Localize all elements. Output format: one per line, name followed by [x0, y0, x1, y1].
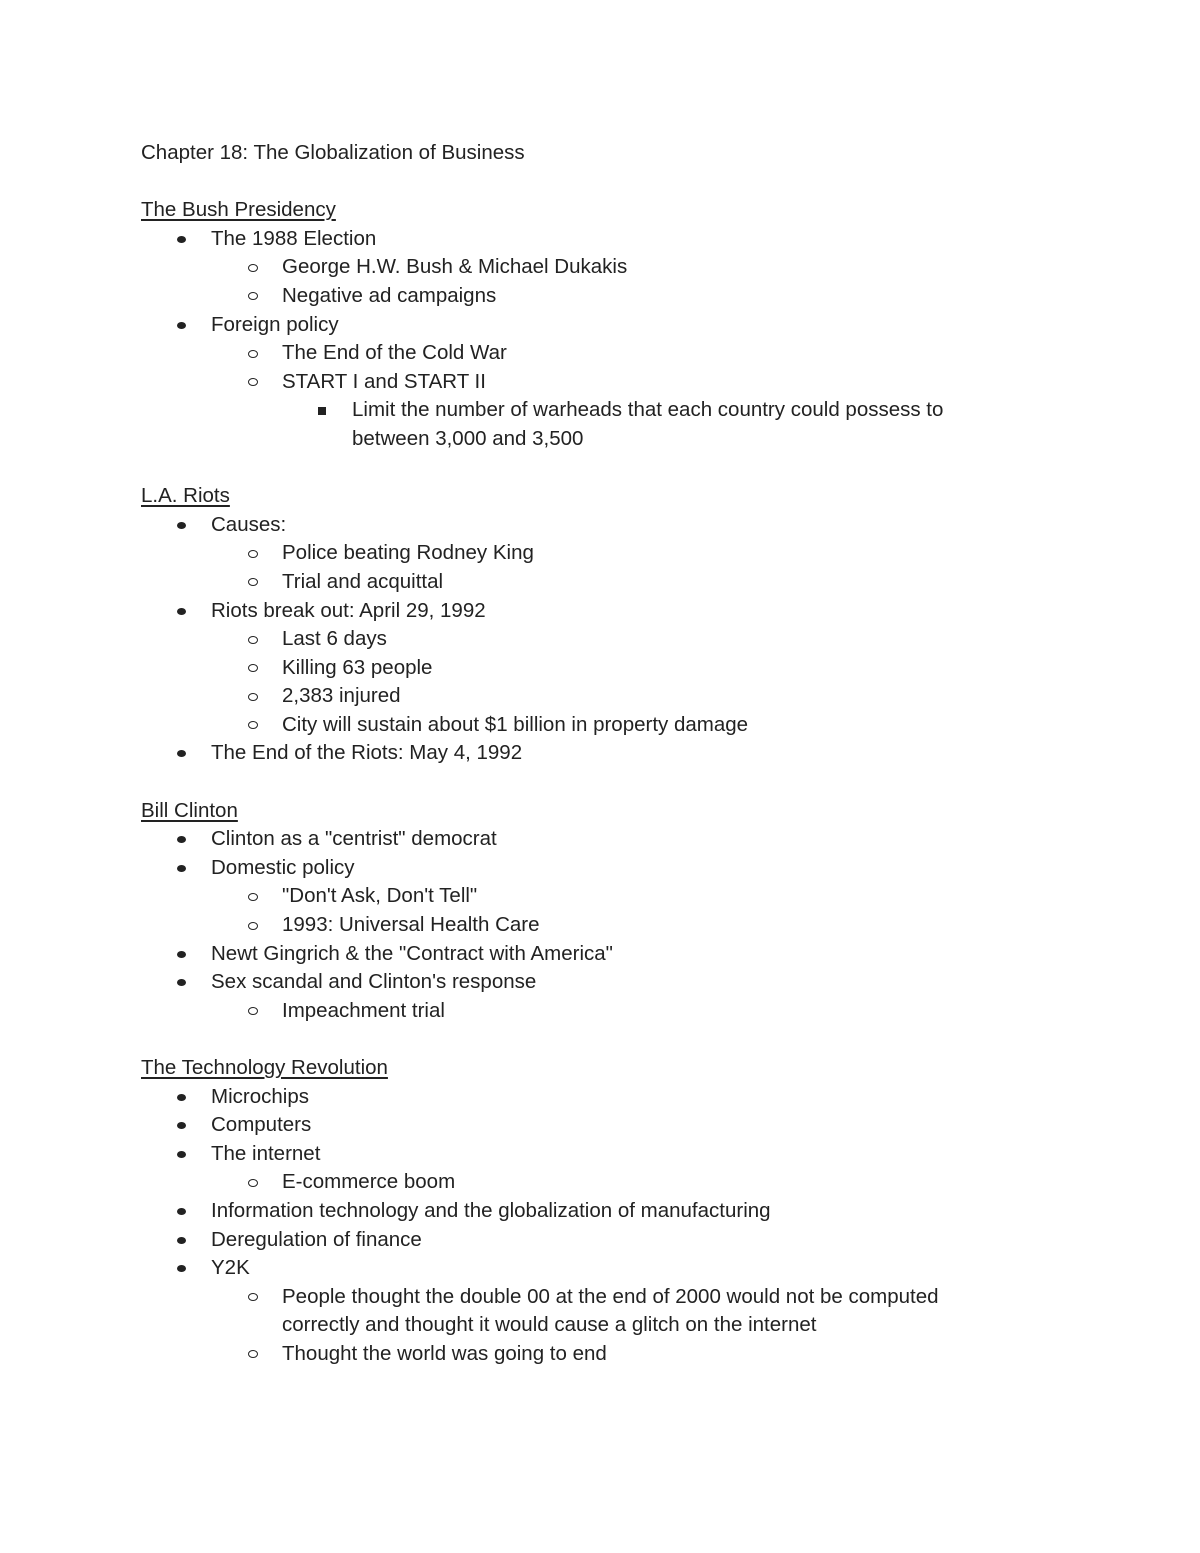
- page-title: Chapter 18: The Globalization of Business: [141, 141, 525, 164]
- bullet-circle-icon: [248, 550, 258, 558]
- section-la-riots: [141, 482, 1041, 768]
- bullet-dot-icon: [177, 236, 186, 243]
- list-item: E-commerce boom: [141, 1168, 1041, 1197]
- list-item: START I and START II: [141, 368, 1041, 397]
- bullet-circle-icon: [248, 1007, 258, 1015]
- bullet-dot-icon: [177, 836, 186, 843]
- bullet-dot-icon: [177, 1237, 186, 1244]
- bullet-dot-icon: [177, 865, 186, 872]
- bullet-circle-icon: [248, 350, 258, 358]
- list-item: Trial and acquittal: [141, 568, 1041, 597]
- section-heading: L.A. Riots: [141, 484, 230, 508]
- list-item: The End of the Cold War: [141, 339, 1041, 368]
- list-item: Microchips: [141, 1083, 1041, 1112]
- list-item: The End of the Riots: May 4, 1992: [141, 739, 1041, 768]
- list-item: Y2K: [141, 1254, 1041, 1283]
- list-item: Last 6 days: [141, 625, 1041, 654]
- bullet-dot-icon: [177, 1094, 186, 1101]
- list-item: Causes:: [141, 511, 1041, 540]
- section-heading: The Bush Presidency: [141, 198, 336, 222]
- bullet-circle-icon: [248, 378, 258, 386]
- bullet-dot-icon: [177, 322, 186, 329]
- list-item: 1993: Universal Health Care: [141, 911, 1041, 940]
- bullet-dot-icon: [177, 1151, 186, 1158]
- section-bill-clinton: [141, 797, 1041, 1026]
- bullet-dot-icon: [177, 1208, 186, 1215]
- list-item: Domestic policy: [141, 854, 1041, 883]
- bullet-circle-icon: [248, 636, 258, 644]
- list-item: Impeachment trial: [141, 997, 1041, 1026]
- list-item: Limit the number of warheads that each country could possess to between 3,000 and 3,500: [141, 396, 977, 453]
- list-item: Deregulation of finance: [141, 1226, 1041, 1255]
- list-item: Killing 63 people: [141, 654, 1041, 683]
- list-item: Riots break out: April 29, 1992: [141, 597, 1041, 626]
- bullet-dot-icon: [177, 750, 186, 757]
- list-item: People thought the double 00 at the end of 2000 would not be computed correctly and thought it would cause a glitch on the internet: [141, 1283, 978, 1340]
- bullet-dot-icon: [177, 1122, 186, 1129]
- bullet-dot-icon: [177, 608, 186, 615]
- bullet-circle-icon: [248, 578, 258, 586]
- list-item: Negative ad campaigns: [141, 282, 1041, 311]
- bullet-circle-icon: [248, 1293, 258, 1301]
- bullet-dot-icon: [177, 522, 186, 529]
- list-item: Clinton as a "centrist" democrat: [141, 825, 1041, 854]
- list-item: City will sustain about $1 billion in property damage: [141, 711, 1041, 740]
- list-item: George H.W. Bush & Michael Dukakis: [141, 253, 1041, 282]
- bullet-circle-icon: [248, 922, 258, 930]
- bullet-square-icon: [318, 407, 326, 415]
- list-item: Foreign policy: [141, 311, 1041, 340]
- bullet-dot-icon: [177, 951, 186, 958]
- document-body: [141, 139, 1041, 1369]
- list-item: Police beating Rodney King: [141, 539, 1041, 568]
- bullet-circle-icon: [248, 264, 258, 272]
- bullet-circle-icon: [248, 1350, 258, 1358]
- section-heading: The Technology Revolution: [141, 1056, 388, 1079]
- list-item: The internet: [141, 1140, 1041, 1169]
- list-item: "Don't Ask, Don't Tell": [141, 882, 1041, 911]
- section-heading: Bill Clinton: [141, 798, 238, 822]
- section-technology-revolution: [141, 1054, 1041, 1369]
- bullet-circle-icon: [248, 893, 258, 901]
- bullet-circle-icon: [248, 292, 258, 300]
- list-item: Sex scandal and Clinton's response: [141, 968, 1041, 997]
- bullet-dot-icon: [177, 1265, 186, 1272]
- list-item: Thought the world was going to end: [141, 1340, 1041, 1369]
- list-item: Information technology and the globalization of manufacturing: [141, 1197, 1041, 1226]
- bullet-circle-icon: [248, 721, 258, 729]
- bullet-circle-icon: [248, 693, 258, 701]
- bullet-circle-icon: [248, 1179, 258, 1187]
- list-item: Newt Gingrich & the "Contract with America": [141, 940, 1041, 969]
- bullet-circle-icon: [248, 664, 258, 672]
- list-item: The 1988 Election: [141, 225, 1041, 254]
- list-item: 2,383 injured: [141, 682, 1041, 711]
- list-item: Computers: [141, 1111, 1041, 1140]
- bullet-dot-icon: [177, 979, 186, 986]
- section-bush-presidency: [141, 196, 1041, 453]
